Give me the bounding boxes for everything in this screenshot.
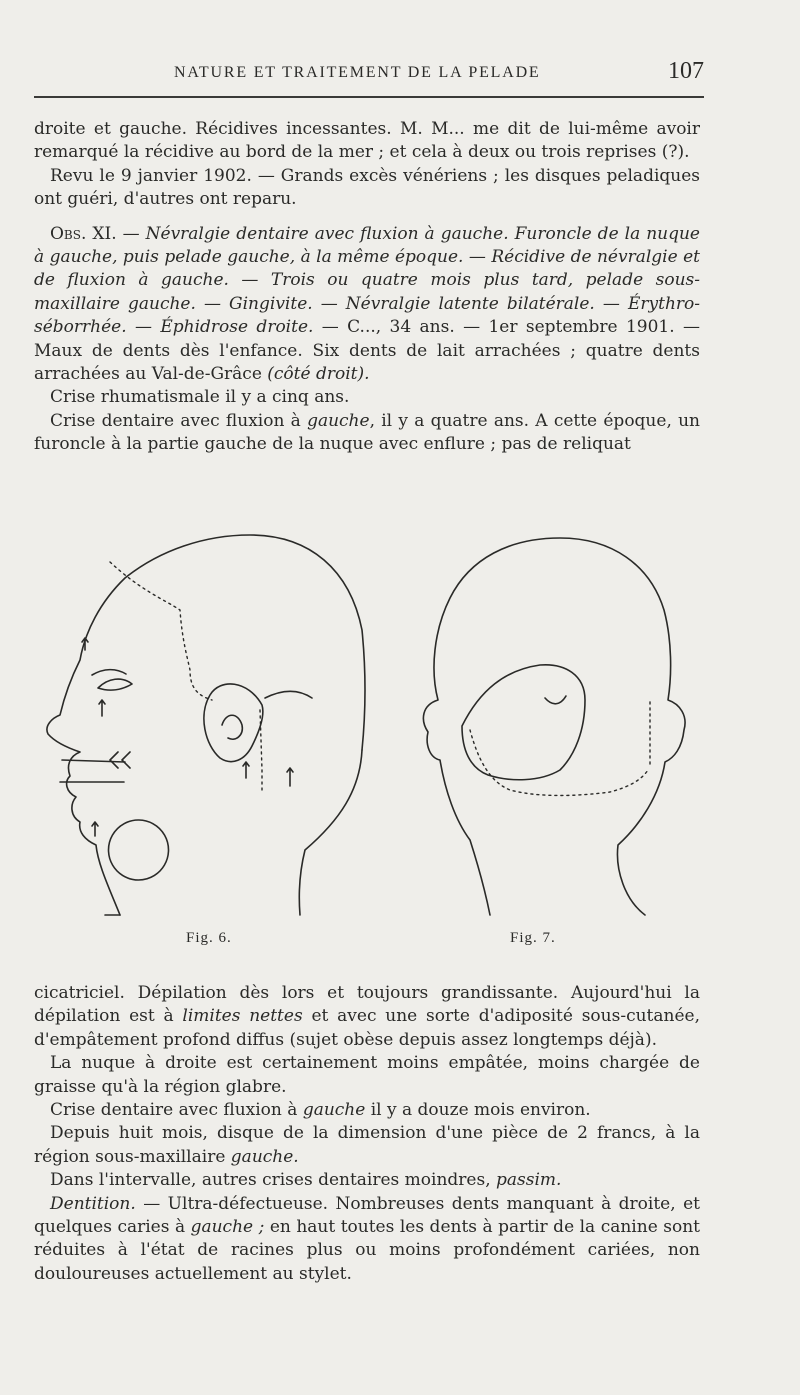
bottom-text-block (34, 982, 700, 1286)
observation-text: — C..., 34 ans. — 1er septembre 1901. — Maux de dents dès l'enfance. Six dents de lait arrachées ; quatre dents arrachées au Val-de-Grâce (34, 317, 700, 385)
paragraph (34, 1122, 700, 1169)
text-run-italic: gauche ; (190, 1217, 265, 1238)
fig7-dotted-lines (470, 702, 650, 796)
paragraph (34, 410, 700, 457)
paragraph (34, 982, 700, 1052)
text-run: il y a douze mois environ. (365, 1100, 591, 1121)
fig7-caption: Fig. 7. (510, 930, 556, 946)
fig6-caption: Fig. 6. (186, 930, 232, 946)
paragraph: La nuque à droite est certainement moins empâtée, moins chargée de graisse qu'à la région glabre. (34, 1053, 700, 1097)
paragraph: droite et gauche. Récidives incessantes. M. M... me dit de lui-même avoir remarqué la récidive au bord de la mer ; et cela à deux ou trois reprises (?). (34, 119, 700, 163)
fig7-head-back (423, 538, 685, 915)
text-run-italic: gauche. (230, 1146, 299, 1167)
paragraph (34, 1169, 700, 1192)
text-run: Crise dentaire avec fluxion à (50, 410, 308, 431)
paragraph (34, 1193, 700, 1287)
text-run-italic: gauche (302, 1100, 366, 1121)
text-run-italic: passim. (496, 1170, 562, 1191)
running-title: NATURE ET TRAITEMENT DE LA PELADE (174, 64, 541, 81)
paragraph: Revu le 9 janvier 1902. — Grands excès vénériens ; les disques peladiques ont guéri, d'autres ont reparu. (34, 165, 700, 210)
fig6-head-profile (47, 535, 365, 915)
fig6-dotted-lines (110, 562, 262, 790)
top-text-block (34, 118, 700, 457)
text-run: , il y a quatre ans. A cette époque, un furoncle à la partie gauche de la nuque avec enflure ; pas de reliquat (34, 410, 700, 455)
header-rule (34, 96, 704, 98)
text-run: en haut toutes les dents à partir de la canine sont réduites à l'état de racines plus ou moins profondément cariées, non douloureuses actuellement au stylet. (34, 1217, 700, 1284)
text-run-italic: limites nettes (182, 1006, 303, 1027)
page-header (34, 60, 704, 90)
observation-label: Obs. XI. (50, 223, 117, 244)
text-run: Depuis huit mois, disque de la dimension d'une pièce de 2 francs, à la région sous-maxillaire (34, 1123, 700, 1167)
observation-paragraph (34, 223, 700, 387)
paragraph (34, 1099, 700, 1122)
observation-title: — Névralgie dentaire avec fluxion à gauche. Furoncle de la nuque à gauche, puis pelade gauche, à la même époque. — Récidive de névralgie et de fluxion à gauche. — Trois ou quatre mois plus tard, pelade sous-maxillaire gauche. — Gingivite. — Névralgie latente bilatérale. — Érythro-séborrhée. — Éphidrose droite. (34, 223, 700, 338)
fig6-arrow-marks (82, 638, 293, 836)
observation-text-italic: (côté droit). (267, 364, 370, 385)
page-number: 107 (668, 58, 704, 84)
text-run: cicatriciel. Dépilation dès lors et toujours grandissante. Aujourd'hui la dépilation est à (34, 983, 700, 1027)
section-label: Dentition. (50, 1193, 136, 1214)
text-run: Dans l'intervalle, autres crises dentaires moindres, (50, 1170, 497, 1191)
text-run: et avec une sorte d'adiposité sous-cutanée, d'empâtement profond diffus (sujet obèse depuis assez longtemps déjà). (34, 1006, 700, 1050)
text-run-italic: gauche (307, 410, 370, 431)
paragraph: Crise rhumatismale il y a cinq ans. (50, 387, 350, 408)
text-run: — Ultra-défectueuse. Nombreuses dents manquant à droite, et quelques caries à (34, 1193, 700, 1238)
text-run: Crise dentaire avec fluxion à (50, 1100, 303, 1121)
figures-illustration (0, 520, 800, 960)
